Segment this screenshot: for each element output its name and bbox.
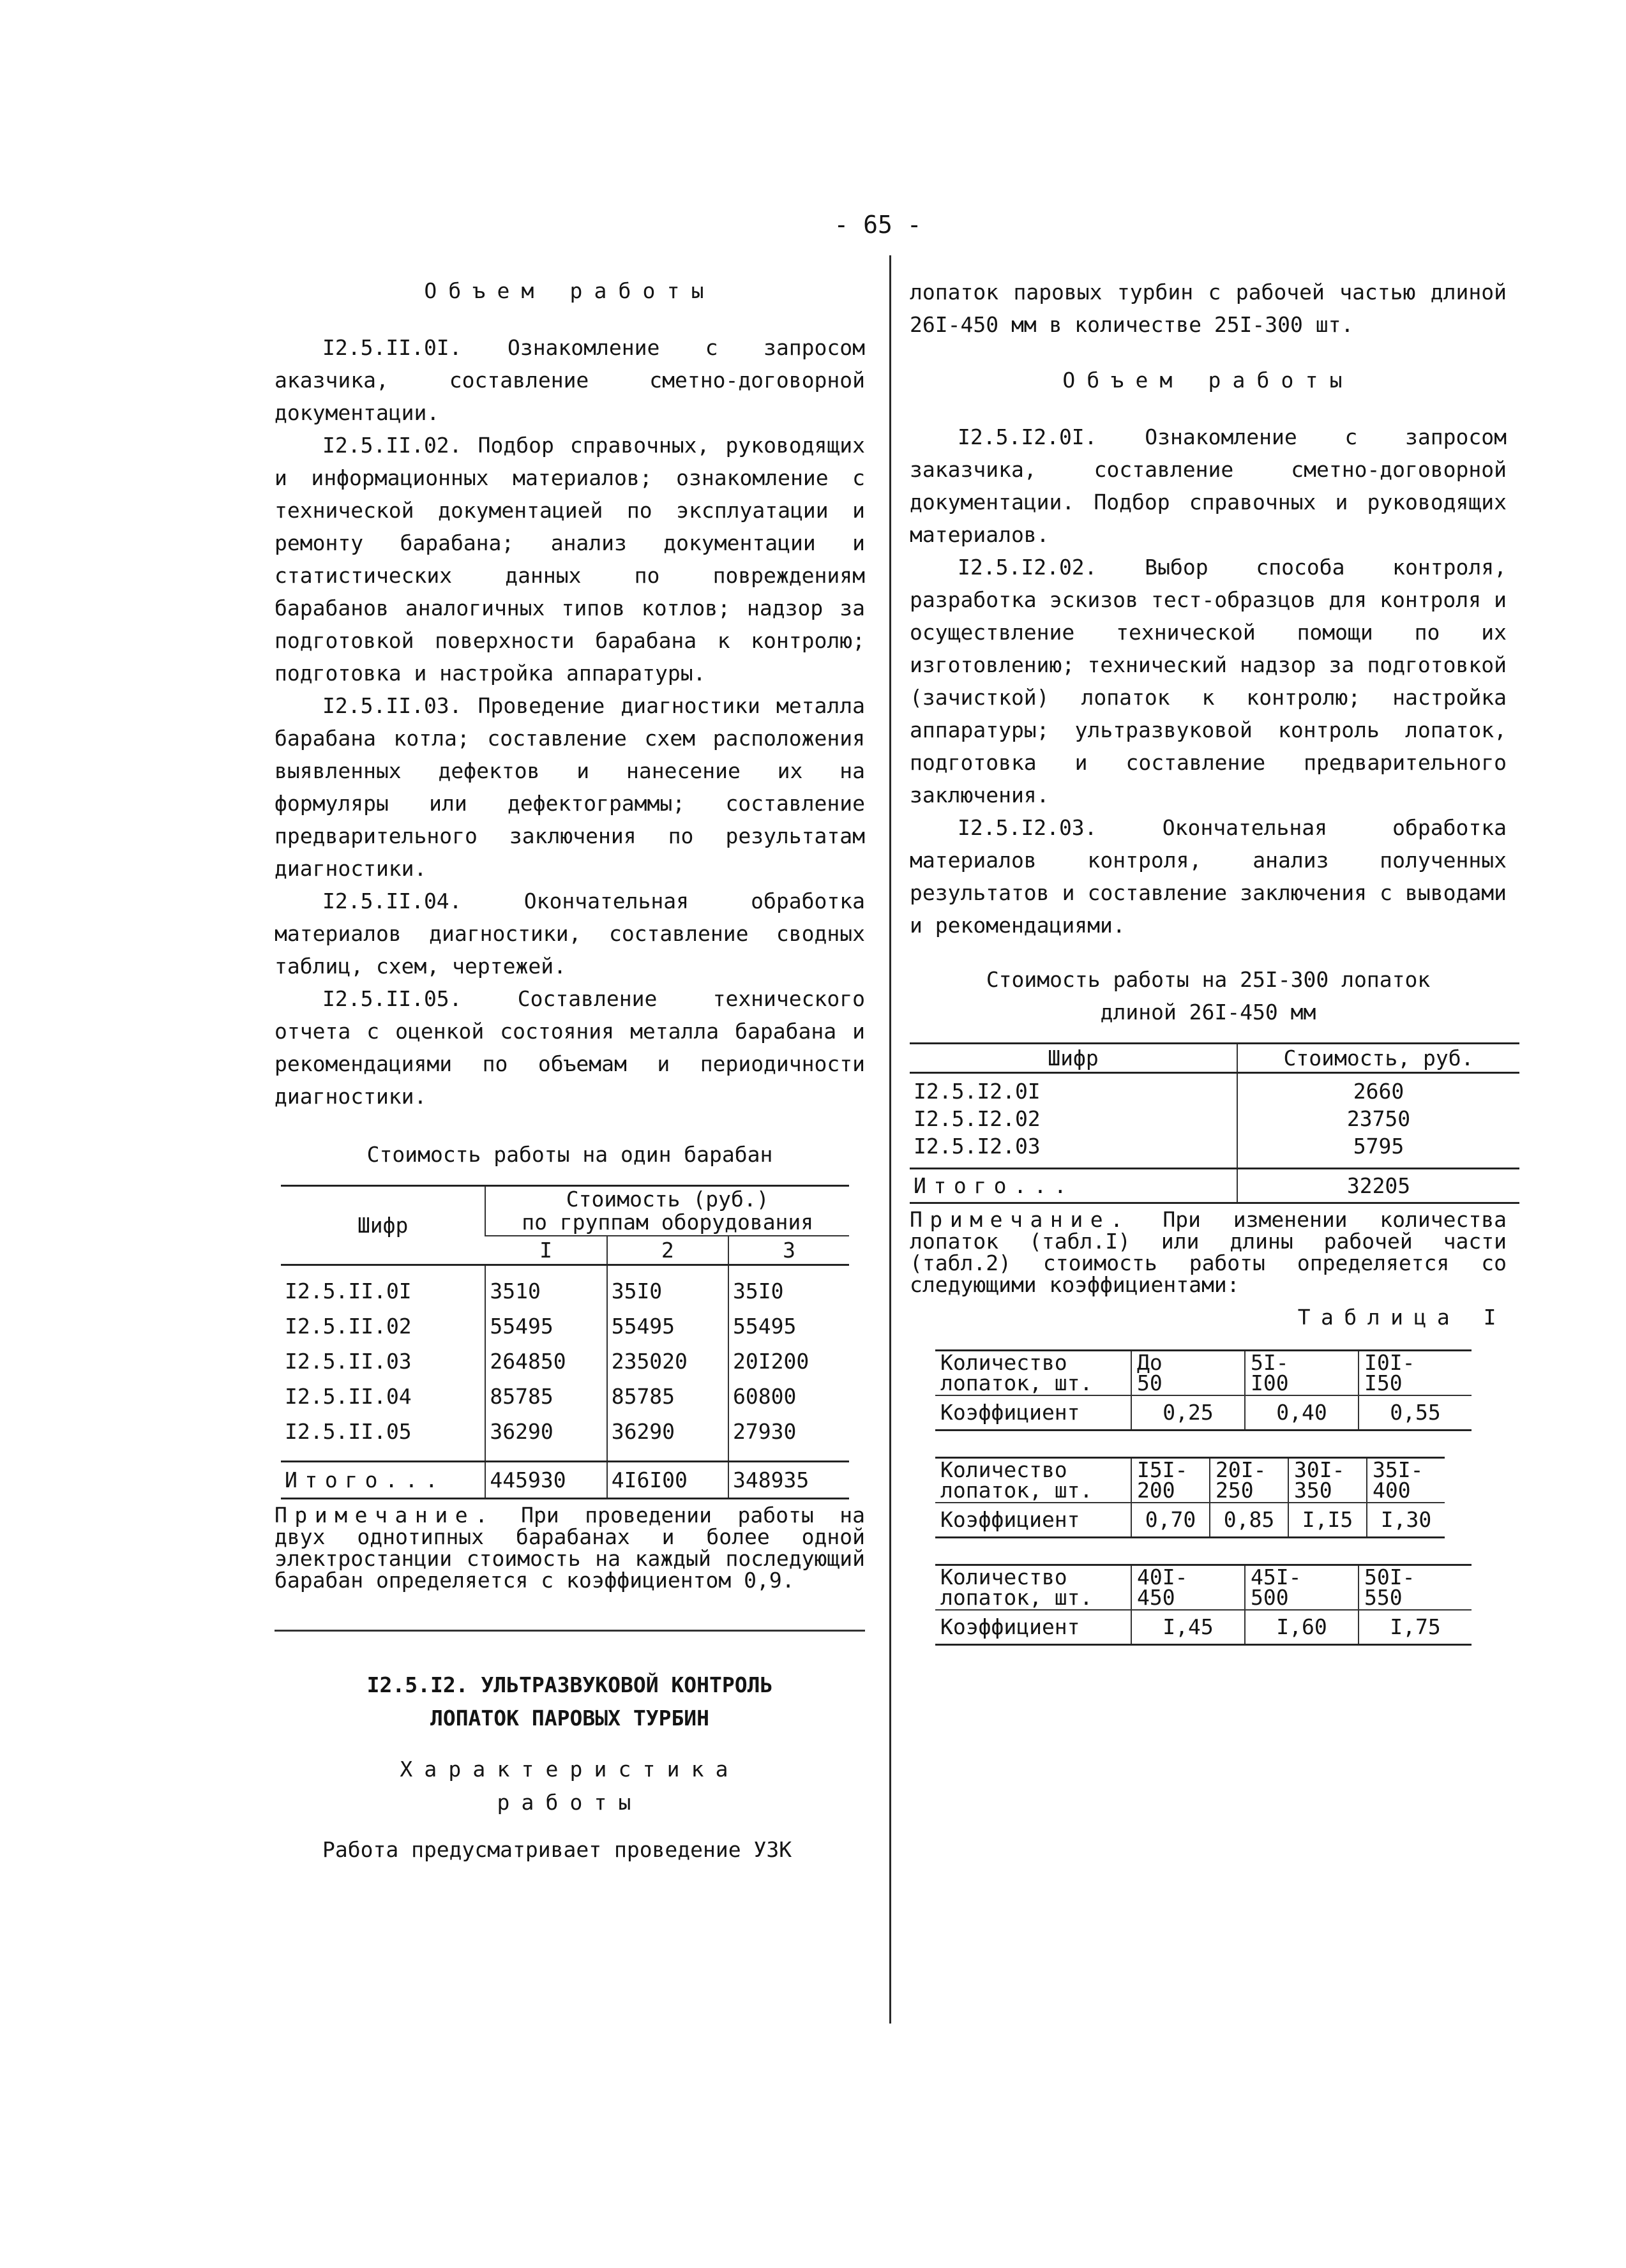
item-text: Ознакомление с запросом аказчика, составление сметно-договорной документации. xyxy=(275,335,865,425)
row-code: I2.5.I2.03 xyxy=(914,1134,1041,1159)
range-from: 50I- xyxy=(1364,1565,1415,1589)
char-heading-1: Характеристика xyxy=(400,1757,740,1782)
group-header: 2 xyxy=(607,1236,728,1265)
col-cost-line2: по группам оборудования xyxy=(522,1210,814,1235)
work-item xyxy=(275,689,865,885)
group-header: 3 xyxy=(728,1236,849,1265)
cell: 23750 xyxy=(1237,1105,1519,1132)
cell: 20I200 xyxy=(728,1344,849,1379)
coef-value: 0,55 xyxy=(1359,1395,1472,1431)
coef-table-2 xyxy=(935,1457,1445,1538)
total-label: Итого... xyxy=(910,1169,1237,1203)
range-from: I0I- xyxy=(1364,1350,1415,1375)
right-column xyxy=(910,274,1507,1646)
range-cell xyxy=(1359,1565,1472,1611)
row-code: I2.5.II.02 xyxy=(285,1314,412,1339)
item-code: I2.5.I2.02. xyxy=(958,555,1097,580)
range-from: 40I- xyxy=(1137,1565,1188,1589)
coef-table-1 xyxy=(935,1349,1472,1431)
range-to: 200 xyxy=(1137,1478,1175,1503)
cell: 2660 xyxy=(1237,1073,1519,1106)
total-label: Итого... xyxy=(281,1462,485,1499)
coef-value: 0,85 xyxy=(1210,1503,1288,1538)
range-from: 20I- xyxy=(1216,1457,1267,1482)
cell: 35I0 xyxy=(607,1265,728,1309)
range-cell xyxy=(1359,1351,1472,1396)
cell: 55495 xyxy=(728,1309,849,1344)
item-text: Выбор способа контроля, разработка эскизов тест-образцов для контроля и осуществление технической помощи по их изготовлению; технический надзор за подготовкой (зачисткой) лопаток к контролю; настройка аппаратуры; ультразвуковой контроль лопаток, подготовка и составление предварительного заключения. xyxy=(910,555,1507,807)
section-title-line2: ЛОПАТОК ПАРОВЫХ ТУРБИН xyxy=(430,1706,710,1731)
cell: 85785 xyxy=(485,1379,606,1414)
col-cost-line1: Стоимость (руб.) xyxy=(566,1187,769,1212)
cell: 55495 xyxy=(607,1309,728,1344)
work-item xyxy=(275,429,865,689)
drum-cost-table xyxy=(281,1185,849,1499)
range-to: 50 xyxy=(1137,1371,1163,1395)
intro-text: лопаток паровых турбин с рабочей частью длиной 26I-450 мм в количестве 25I-300 шт. xyxy=(910,280,1507,337)
coef-table-3 xyxy=(935,1564,1472,1646)
qty-label-line1: Количество xyxy=(940,1565,1067,1589)
range-cell xyxy=(1131,1458,1210,1503)
blade-cost-table xyxy=(910,1042,1519,1204)
range-cell xyxy=(1210,1458,1288,1503)
table-caption-line2: длиной 26I-450 мм xyxy=(1100,1000,1316,1025)
cell: 60800 xyxy=(728,1379,849,1414)
range-cell xyxy=(1245,1351,1359,1396)
coef-value: I,I5 xyxy=(1288,1503,1367,1538)
range-to: 250 xyxy=(1216,1478,1254,1503)
qty-label-line2: лопаток, шт. xyxy=(940,1478,1093,1503)
range-cell xyxy=(1367,1458,1445,1503)
note-text: При изменении количества лопаток (табл.I) или длины рабочей части (табл.2) стоимость работы определяется со следующими коэффициентами: xyxy=(910,1207,1507,1297)
item-text: Составление технического отчета с оценкой состояния металла барабана и рекомендациями по объемам и периодичности диагностики. xyxy=(275,986,865,1109)
table-caption-line1: Стоимость работы на 25I-300 лопаток xyxy=(986,967,1431,992)
coef-label: Коэффициент xyxy=(935,1395,1131,1431)
item-text: Окончательная обработка материалов диагностики, составление сводных таблиц, схем, чертежей. xyxy=(275,889,865,979)
item-code: I2.5.II.03. xyxy=(322,693,462,718)
note-lead: Примечание. xyxy=(910,1207,1131,1232)
range-to: I00 xyxy=(1251,1371,1289,1395)
cell: 36290 xyxy=(485,1414,606,1462)
range-to: 550 xyxy=(1364,1585,1403,1610)
row-code: I2.5.I2.0I xyxy=(914,1079,1041,1104)
cell: 55495 xyxy=(485,1309,606,1344)
row-code: I2.5.I2.02 xyxy=(914,1106,1041,1131)
qty-label-line1: Количество xyxy=(940,1350,1067,1375)
col-code-header: Шифр xyxy=(281,1186,485,1265)
work-item xyxy=(275,885,865,982)
item-code: I2.5.II.02. xyxy=(322,433,462,458)
scope-heading: Объем работы xyxy=(1062,368,1354,393)
item-code: I2.5.II.05. xyxy=(322,986,462,1011)
work-item xyxy=(910,551,1507,811)
item-code: I2.5.I2.0I. xyxy=(958,424,1097,449)
section-title xyxy=(275,1669,865,1735)
row-code: I2.5.II.05 xyxy=(285,1419,412,1444)
item-code: I2.5.II.0I. xyxy=(322,335,462,360)
range-from: До xyxy=(1137,1350,1163,1375)
coef-value: I,60 xyxy=(1245,1610,1359,1645)
qty-label xyxy=(935,1565,1131,1611)
total-cell: 348935 xyxy=(728,1462,849,1499)
qty-label xyxy=(935,1351,1131,1396)
coef-value: I,75 xyxy=(1359,1610,1472,1645)
coef-label: Коэффициент xyxy=(935,1610,1131,1645)
row-code: I2.5.II.03 xyxy=(285,1349,412,1374)
cell: 35I0 xyxy=(728,1265,849,1309)
char-heading-2: работы xyxy=(497,1790,643,1815)
work-description: Работа предусматривает проведение УЗК xyxy=(322,1837,792,1862)
table-note xyxy=(910,1209,1507,1296)
group-header: I xyxy=(485,1236,606,1265)
item-code: I2.5.II.04. xyxy=(322,889,462,913)
col-cost-header: Стоимость, руб. xyxy=(1237,1044,1519,1073)
col-cost-header xyxy=(485,1186,849,1236)
work-item xyxy=(910,421,1507,551)
range-to: 400 xyxy=(1373,1478,1411,1503)
range-to: 500 xyxy=(1251,1585,1289,1610)
item-text: Ознакомление с запросом заказчика, составление сметно-договорной документации. Подбор справочных и руководящих материалов. xyxy=(910,424,1507,547)
table-note xyxy=(275,1505,865,1591)
range-from: 5I- xyxy=(1251,1350,1289,1375)
row-code: I2.5.II.04 xyxy=(285,1384,412,1409)
col-code-header: Шифр xyxy=(910,1044,1237,1073)
range-from: 35I- xyxy=(1373,1457,1424,1482)
item-text: Проведение диагностики металла барабана котла; составление схем расположения выявленных дефектов и нанесение их на формуляры или дефектограммы; составление предварительного заключения по результатам диагностики. xyxy=(275,693,866,881)
qty-label-line2: лопаток, шт. xyxy=(940,1585,1093,1610)
table-number-label: Таблица I xyxy=(1297,1305,1507,1330)
range-from: 30I- xyxy=(1294,1457,1345,1482)
coef-value: 0,40 xyxy=(1245,1395,1359,1431)
range-cell xyxy=(1288,1458,1367,1503)
cell: 85785 xyxy=(607,1379,728,1414)
range-to: 450 xyxy=(1137,1585,1175,1610)
item-text: Подбор справочных, руководящих и информационных материалов; ознакомление с технической документацией по эксплуатации и ремонту барабана; анализ документации и статистических данных по повреждениям барабанов аналогичных типов котлов; надзор за подготовкой поверхности барабана к контролю; подготовка и настройка аппаратуры. xyxy=(275,433,866,686)
total-cell: 4I6I00 xyxy=(607,1462,728,1499)
qty-label-line2: лопаток, шт. xyxy=(940,1371,1093,1395)
coef-value: 0,70 xyxy=(1131,1503,1210,1538)
range-from: I5I- xyxy=(1137,1457,1188,1482)
range-cell xyxy=(1131,1565,1245,1611)
total-cell: 445930 xyxy=(485,1462,606,1499)
range-cell xyxy=(1131,1351,1245,1396)
note-text: При проведении работы на двух однотипных барабанах и более одной электростанции стоимость на каждый последующий барабан определяется с коэффициентом 0,9. xyxy=(275,1503,865,1593)
section-title-line1: I2.5.I2. УЛЬТРАЗВУКОВОЙ КОНТРОЛЬ xyxy=(366,1672,773,1697)
work-item xyxy=(275,982,865,1113)
coef-value: 0,25 xyxy=(1131,1395,1245,1431)
section-divider xyxy=(275,1630,865,1632)
table-caption: Стоимость работы на один барабан xyxy=(366,1142,773,1167)
cell: 264850 xyxy=(485,1344,606,1379)
cell: 36290 xyxy=(607,1414,728,1462)
coef-value: I,30 xyxy=(1367,1503,1445,1538)
work-item xyxy=(275,331,865,429)
coef-value: I,45 xyxy=(1131,1610,1245,1645)
scope-heading: Объем работы xyxy=(424,278,716,303)
range-to: 350 xyxy=(1294,1478,1332,1503)
item-text: Окончательная обработка материалов контроля, анализ полученных результатов и составление заключения с выводами и рекомендациями. xyxy=(910,815,1507,938)
range-from: 45I- xyxy=(1251,1565,1302,1589)
range-to: I50 xyxy=(1364,1371,1403,1395)
coef-label: Коэффициент xyxy=(935,1503,1131,1538)
total-cell: 32205 xyxy=(1237,1169,1519,1203)
page-number: - 65 - xyxy=(834,211,922,239)
left-column xyxy=(275,274,865,1866)
cell: 3510 xyxy=(485,1265,606,1309)
note-lead: Примечание. xyxy=(275,1503,495,1528)
column-divider xyxy=(889,255,891,2024)
cell: 5795 xyxy=(1237,1132,1519,1169)
item-code: I2.5.I2.03. xyxy=(958,815,1097,840)
work-item xyxy=(910,811,1507,942)
cell: 235020 xyxy=(607,1344,728,1379)
cell: 27930 xyxy=(728,1414,849,1462)
range-cell xyxy=(1245,1565,1359,1611)
qty-label xyxy=(935,1458,1131,1503)
qty-label-line1: Количество xyxy=(940,1457,1067,1482)
row-code: I2.5.II.0I xyxy=(285,1279,412,1303)
